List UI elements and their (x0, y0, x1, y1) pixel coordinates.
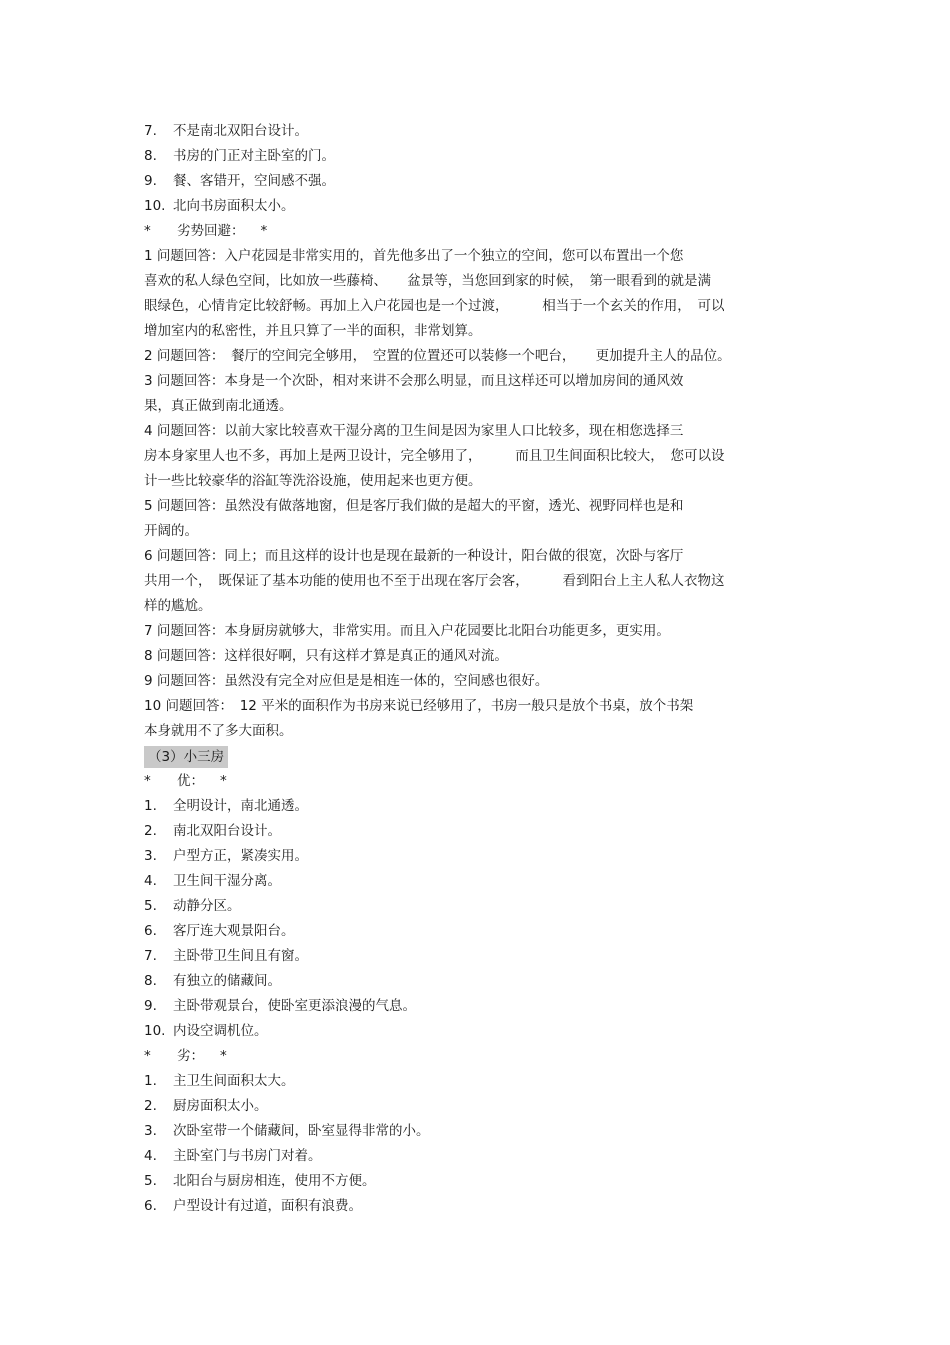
list-item (144, 844, 814, 869)
answer-paragraph (144, 644, 814, 669)
answer-line: 2 问题回答： 餐厅的空间完全够用， 空置的位置还可以装修一个吧台， 更加提升主人的品位。 (144, 348, 731, 364)
list-item (144, 819, 814, 844)
star-mark: * (144, 223, 151, 239)
list-item-text: 主卧带卫生间且有窗。 (173, 948, 308, 964)
pros-list (144, 794, 814, 1044)
list-item-text: 内设空调机位。 (173, 1023, 268, 1039)
list-item-number: 6. (144, 1198, 157, 1214)
list-item (144, 1069, 814, 1094)
list-item-number: 2. (144, 823, 157, 839)
answer-line: 10 问题回答： 12 平米的面积作为书房来说已经够用了，书房一般只是放个书桌，放个书架 (144, 698, 694, 714)
answer-line: 房本身家里人也不多，再加上是两卫设计，完全够用了， 而且卫生间面积比较大， 您可以设 (144, 448, 725, 464)
list-item (144, 1169, 814, 1194)
answer-line: 1 问题回答：入户花园是非常实用的，首先他多出了一个独立的空间，您可以布置出一个您 (144, 248, 684, 264)
weakness-list (144, 119, 814, 219)
list-item-text: 南北双阳台设计。 (173, 823, 281, 839)
list-item-text: 书房的门正对主卧室的门。 (173, 148, 335, 164)
answer-line: 喜欢的私人绿色空间，比如放一些藤椅、 盆景等，当您回到家的时候， 第一眼看到的就是满 (144, 273, 711, 289)
answer-paragraph (144, 244, 814, 344)
answer-line: 增加室内的私密性，并且只算了一半的面积，非常划算。 (144, 323, 482, 339)
answer-paragraph (144, 694, 814, 744)
answer-paragraph (144, 544, 814, 619)
answer-line: 眼绿色，心情肯定比较舒畅。再加上入户花园也是一个过渡， 相当于一个玄关的作用， 可以 (144, 298, 725, 314)
list-item (144, 944, 814, 969)
answer-line: 4 问题回答：以前大家比较喜欢干湿分离的卫生间是因为家里人口比较多，现在相您选择三 (144, 423, 684, 439)
list-item-text: 主卫生间面积太大。 (173, 1073, 295, 1089)
avoid-label: 劣势回避： (177, 223, 245, 239)
answer-paragraph (144, 369, 814, 419)
answer-line: 5 问题回答：虽然没有做落地窗，但是客厅我们做的是超大的平窗，透光、视野同样也是和 (144, 498, 684, 514)
star-mark: * (144, 1048, 151, 1064)
answer-line: 3 问题回答：本身是一个次卧，相对来讲不会那么明显，而且这样还可以增加房间的通风效 (144, 373, 684, 389)
list-item-text: 不是南北双阳台设计。 (173, 123, 308, 139)
answer-line: 计一些比较豪华的浴缸等洗浴设施，使用起来也更方便。 (144, 473, 482, 489)
list-item (144, 794, 814, 819)
list-item-number: 4. (144, 873, 157, 889)
list-item (144, 169, 814, 194)
answers-block (144, 244, 814, 744)
list-item (144, 1119, 814, 1144)
answer-line: 共用一个， 既保证了基本功能的使用也不至于出现在客厅会客， 看到阳台上主人私人衣物这 (144, 573, 725, 589)
list-item-number: 1. (144, 798, 157, 814)
pros-label-line (144, 769, 814, 794)
star-mark: * (220, 773, 227, 789)
section-heading: （3）小三房 (144, 746, 228, 768)
answer-line: 开阔的。 (144, 523, 198, 539)
list-item (144, 994, 814, 1019)
list-item-number: 2. (144, 1098, 157, 1114)
list-item (144, 1019, 814, 1044)
list-item (144, 919, 814, 944)
cons-label-line (144, 1044, 814, 1069)
list-item (144, 969, 814, 994)
star-mark: * (260, 223, 268, 239)
list-item-number: 9. (144, 173, 157, 189)
list-item (144, 194, 814, 219)
list-item-text: 厨房面积太小。 (173, 1098, 268, 1114)
cons-list (144, 1069, 814, 1219)
list-item (144, 869, 814, 894)
list-item-number: 10. (144, 198, 166, 214)
pros-label: 优： (177, 773, 204, 789)
list-item-number: 5. (144, 898, 157, 914)
list-item-number: 3. (144, 1123, 157, 1139)
star-mark: * (144, 773, 151, 789)
list-item-text: 全明设计，南北通透。 (173, 798, 308, 814)
answer-paragraph (144, 419, 814, 494)
list-item-number: 10. (144, 1023, 166, 1039)
list-item-number: 8. (144, 148, 157, 164)
list-item-number: 7. (144, 948, 157, 964)
answer-paragraph (144, 619, 814, 644)
list-item-number: 3. (144, 848, 157, 864)
list-item-number: 9. (144, 998, 157, 1014)
list-item (144, 1094, 814, 1119)
document-content (144, 119, 814, 1219)
list-item-text: 北阳台与厨房相连，使用不方便。 (173, 1173, 376, 1189)
list-item-text: 有独立的储藏间。 (173, 973, 281, 989)
answer-line: 样的尴尬。 (144, 598, 212, 614)
list-item-text: 餐、客错开，空间感不强。 (173, 173, 335, 189)
list-item (144, 144, 814, 169)
list-item-number: 6. (144, 923, 157, 939)
list-item-text: 主卧带观景台，使卧室更添浪漫的气息。 (173, 998, 416, 1014)
list-item-number: 8. (144, 973, 157, 989)
list-item-number: 1. (144, 1073, 157, 1089)
list-item-number: 7. (144, 123, 157, 139)
list-item-text: 卫生间干湿分离。 (173, 873, 281, 889)
list-item-text: 动静分区。 (173, 898, 241, 914)
cons-label: 劣： (177, 1048, 204, 1064)
list-item (144, 119, 814, 144)
answer-line: 果，真正做到南北通透。 (144, 398, 293, 414)
answer-line: 9 问题回答：虽然没有完全对应但是是相连一体的，空间感也很好。 (144, 673, 549, 689)
answer-line: 8 问题回答：这样很好啊，只有这样才算是真正的通风对流。 (144, 648, 508, 664)
section-heading-line (144, 744, 814, 769)
list-item-text: 北向书房面积太小。 (173, 198, 295, 214)
list-item (144, 1144, 814, 1169)
list-item-text: 次卧室带一个储藏间，卧室显得非常的小。 (173, 1123, 430, 1139)
answer-line: 6 问题回答：同上；而且这样的设计也是现在最新的一种设计，阳台做的很宽，次卧与客厅 (144, 548, 684, 564)
answer-paragraph (144, 344, 814, 369)
list-item-number: 4. (144, 1148, 157, 1164)
list-item-text: 主卧室门与书房门对着。 (173, 1148, 322, 1164)
answer-line: 本身就用不了多大面积。 (144, 723, 293, 739)
list-item-number: 5. (144, 1173, 157, 1189)
answer-paragraph (144, 494, 814, 544)
list-item (144, 1194, 814, 1219)
avoid-label-line (144, 219, 814, 244)
list-item-text: 户型设计有过道，面积有浪费。 (173, 1198, 362, 1214)
list-item-text: 户型方正，紧凑实用。 (173, 848, 308, 864)
star-mark: * (220, 1048, 227, 1064)
answer-line: 7 问题回答：本身厨房就够大，非常实用。而且入户花园要比北阳台功能更多，更实用。 (144, 623, 670, 639)
list-item-text: 客厅连大观景阳台。 (173, 923, 295, 939)
answer-paragraph (144, 669, 814, 694)
list-item (144, 894, 814, 919)
